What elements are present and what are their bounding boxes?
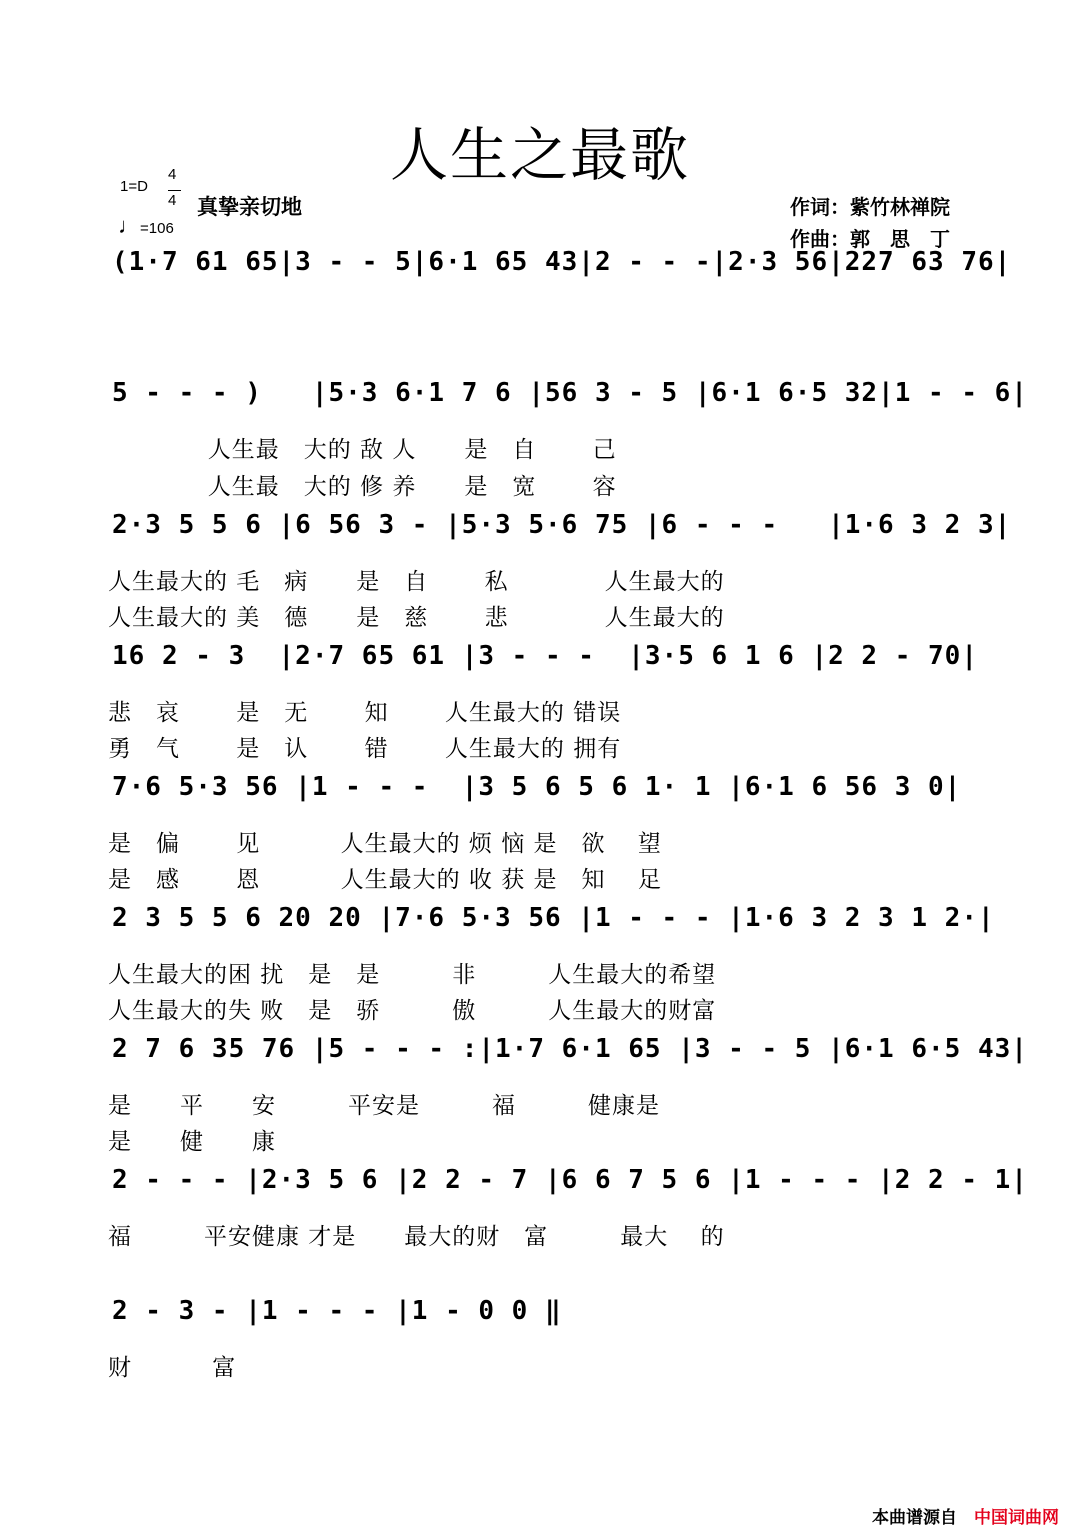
score-line-5-lyrics-2: 是 感 恩 人生最大的 收 获 是 知 足 xyxy=(108,867,662,893)
key-signature: 1=D xyxy=(120,178,148,195)
score-line-3-lyrics-1: 人生最大的 毛 病 是 自 私 人生最大的 xyxy=(108,569,725,595)
score-line-6-notes: 2 3 5 5 6 20 20 |7·6 5·3 56 |1 - - - |1·6 3 2 3 1 2·| xyxy=(112,903,995,933)
score-line-2-lyrics-2: 人生最 大的 修 养 是 宽 容 xyxy=(108,474,617,500)
score-line-4-lyrics-1: 悲 哀 是 无 知 人生最大的 错误 xyxy=(108,700,622,726)
composer-credit: 作曲：郭 思 丁 xyxy=(790,227,950,251)
time-signature-top: 4 xyxy=(168,166,177,183)
score-line-7-notes: 2 7 6 35 76 |5 - - - :|1·7 6·1 65 |3 - - 5 |6·1 6·5 43| xyxy=(112,1034,1028,1064)
tempo-value: =106 xyxy=(140,220,174,237)
score-line-9-lyrics-1: 财 富 xyxy=(108,1355,237,1381)
song-title: 人生之最歌 xyxy=(389,121,690,189)
score-line-5-notes: 7·6 5·3 56 |1 - - - |3 5 6 5 6 1· 1 |6·1 6 56 3 0| xyxy=(112,772,962,802)
footer-prefix: 本曲谱源自 xyxy=(872,1508,957,1528)
score-line-7-lyrics-2: 是 健 康 xyxy=(108,1129,276,1155)
tempo-mark xyxy=(118,213,174,239)
time-signature-divider xyxy=(168,190,181,191)
score-line-3-notes: 2·3 5 5 6 |6 56 3 - |5·3 5·6 75 |6 - - - |1·6 3 2 3| xyxy=(112,510,1012,540)
score-line-7-lyrics-1: 是 平 安 平安是 福 健康是 xyxy=(108,1093,660,1119)
score-line-8-notes: 2 - - - |2·3 5 6 |2 2 - 7 |6 6 7 5 6 |1 - - - |2 2 - 1| xyxy=(112,1165,1028,1195)
time-signature-bottom: 4 xyxy=(168,192,177,209)
score-line-6-lyrics-1: 人生最大的困 扰 是 是 非 人生最大的希望 xyxy=(108,962,717,988)
score-line-8-lyrics-1: 福 平安健康 才是 最大的财 富 最大 的 xyxy=(108,1224,725,1250)
score-line-6-lyrics-2: 人生最大的失 败 是 骄 傲 人生最大的财富 xyxy=(108,998,717,1024)
score-line-3-lyrics-2: 人生最大的 美 德 是 慈 悲 人生最大的 xyxy=(108,605,725,631)
score-line-4-lyrics-2: 勇 气 是 认 错 人生最大的 拥有 xyxy=(108,736,622,762)
score-line-9-notes: 2 - 3 - |1 - - - |1 - 0 0 ‖ xyxy=(112,1296,562,1326)
score-line-2-lyrics-1: 人生最 大的 敌 人 是 自 己 xyxy=(108,437,617,463)
expression-marking: 真挚亲切地 xyxy=(197,195,302,219)
score-line-1-notes: (1·7 61 65|3 - - 5|6·1 65 43|2 - - -|2·3 56|227 63 76| xyxy=(112,247,1012,277)
score-line-5-lyrics-1: 是 偏 见 人生最大的 烦 恼 是 欲 望 xyxy=(108,831,662,857)
score-line-2-notes: 5 - - - ) |5·3 6·1 7 6 |56 3 - 5 |6·1 6·5 32|1 - - 6| xyxy=(112,378,1028,408)
lyricist-credit: 作词：紫竹林禅院 xyxy=(790,195,950,219)
footer-source xyxy=(872,1503,1059,1528)
footer-brand-link[interactable]: 中国词曲网 xyxy=(974,1508,1059,1528)
score-line-4-notes: 16 2 - 3 |2·7 65 61 |3 - - - |3·5 6 1 6 |2 2 - 70| xyxy=(112,641,978,671)
quarter-note-icon: ♩ xyxy=(118,213,140,238)
